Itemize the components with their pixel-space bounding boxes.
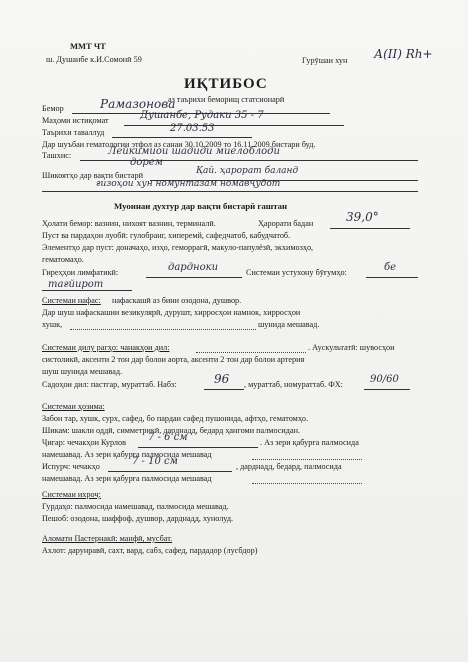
temperature-label: Ҳарорати бадан [258, 219, 314, 228]
patient-label: Бемор [42, 104, 64, 113]
lymph-label: Гиреҳҳои лимфатикӣ: [42, 268, 119, 277]
blood-group-label: Гурӯшаи хун [302, 56, 348, 65]
resp-text-2: Дар шуш нафаскашии везикулярӣ, дурушт, хирросҳои намнок, хирросҳои [42, 308, 301, 317]
cardio-text-2: систоликӣ, аксенти 2 тон дар болои аорта, аксенти 2 тон дар болои артерия [42, 355, 305, 364]
org-address: ш. Душанбе к.И.Сомонӣ 59 [46, 55, 142, 64]
patient-name: Рамазонова [100, 97, 176, 111]
document-subtitle: аз таърихи беморищ статсионарӣ [168, 95, 285, 104]
liver-tail: . Аз зери қабурға палмосида [260, 438, 359, 447]
stay-dates: Дар шуъбаи гематологии этфол аз санаи 30.10.2009 то 16.11.2009 бистари буд. [42, 140, 316, 149]
pulse-label: Садоҳои дил: пастгар, мураттаб. Набз: [42, 380, 177, 389]
pasternatsky-sign: Аломати Пастернакӣ: манфӣ, мусбат. [42, 534, 173, 543]
blood-group-value: А(II) Rh+ [374, 47, 433, 61]
lymph-value: дардноки [168, 262, 219, 273]
diagnosis-value: Лейкимиои шадиди миелоблоди [108, 146, 280, 157]
digest-text-3: намешавад. Аз зери қабурға палмосида мешавад [42, 450, 212, 459]
joints-continued: тағйирот [48, 279, 104, 290]
digest-title: Системаи ҳозима: [42, 402, 105, 411]
section-title: Муоинаи духтур дар вақти бистарӣ гаштан [114, 201, 288, 211]
skin-text: Пуст ва пардаҳои луобӣ: гулобранг, хиперемй, сафедчатоб, кабудчатоб. [42, 231, 291, 240]
temperature-underline [330, 228, 410, 229]
spleen-value: 7 - 10 см [132, 456, 178, 467]
joints-label: Системаи устухону бӯғумҳо: [246, 268, 347, 277]
skin-elements: Элементҳо дар пуст: доначаҳо, изҳо, геморрагӣ, макуло-папулёзӣ, экхимозҳо, [42, 243, 314, 252]
joints-underline [366, 277, 418, 278]
liver-underline [138, 447, 258, 448]
urine-text-1: Гурдаҳо: палмосида намешавад, палмосида мешавад. [42, 502, 229, 511]
resp-blank [70, 329, 256, 330]
address-value: Душанбе, Рудаки 35 - 7 [140, 110, 264, 121]
diagnosis-label: Ташхис: [42, 151, 72, 160]
joints-underline-2 [42, 290, 132, 291]
dob-label: Таърихи таваллуд [42, 128, 105, 137]
pulse-mid: , мураттаб, номураттаб. ФХ: [244, 380, 343, 389]
liver-label: Ҷигар: чечакҳои Курлов [42, 438, 126, 447]
spleen-tail: , дарднадд, бедард, палмосида [236, 462, 342, 471]
cardio-text-3: шуш шунида мешавад. [42, 367, 123, 376]
bp-underline [364, 389, 410, 390]
urine-title: Системаи ихроҷ: [42, 490, 101, 499]
pulse-value: 96 [214, 372, 230, 386]
digest-text-1: Забон тар, хушк, сурх, сафед, бо пардаи сафед пушонида, афтҳо, гематомҳо. [42, 414, 309, 423]
lymph-underline [146, 277, 242, 278]
liver-blank [252, 459, 362, 460]
complaints-label: Шикоятҳо дар вақти бистарӣ [42, 171, 144, 180]
temperature-value: 39,0° [346, 210, 379, 224]
cardio-blank [196, 352, 306, 353]
stool-text: Ахлот: дарунравӣ, сахт, вард, сабз, сафед, пардадор (лусбдор) [42, 546, 258, 555]
hematomas: гематомаҳо. [42, 255, 84, 264]
bp-value: 90/60 [370, 374, 399, 385]
diagnosis-continued: дорем [130, 157, 163, 168]
resp-title: Системаи нафас: [42, 296, 101, 305]
dob-value: 27.03.53 [170, 123, 215, 134]
cardio-auscult: . Аускультатӣ: шувосҳои [308, 343, 395, 352]
liver-value: 7 - 6 см [148, 432, 188, 443]
resp-text-1: нафаскашӣ аз бини озодона, душвор. [112, 296, 242, 305]
spleen-label: Испурч: чечакҳо [42, 462, 100, 471]
org-name: ММТ ЧТ [70, 41, 106, 51]
complaints-continued: ғизоҳои хун номунтазам номавҷудот [96, 179, 281, 189]
spleen-blank [252, 483, 362, 484]
address-underline [124, 125, 344, 126]
cardio-title: Системаи дилу рагҳо: чанакҳои дил: [42, 343, 170, 352]
resp-text-3: хушк, [42, 320, 63, 329]
complaints-value: Қай. ҳарорат баланд [196, 166, 299, 176]
digest-text-2: Шикам: шакли оддӣ, симметрикӣ, дарднадд, бедард ҳангоми палмосидан. [42, 426, 301, 435]
complaints-underline-2 [42, 191, 418, 192]
pulse-underline [204, 389, 244, 390]
document-title: ИҚТИБОС [184, 76, 268, 92]
dob-underline [112, 137, 252, 138]
joints-value: бе [384, 262, 397, 273]
patient-state: Ҳолати бемор: вазнин, нихоят вазнин, терминалӣ. [42, 219, 216, 228]
digest-text-4: намешавад. Аз зери қабурға палмосида мешавад [42, 474, 212, 483]
urine-text-2: Пешоб: озодона, шаффоф, душвор, дарднадд, хунолуд. [42, 514, 234, 523]
address-label: Маҳоми истиқомат [42, 116, 109, 125]
spleen-underline [108, 471, 232, 472]
resp-text-4: шунида мешавад. [258, 320, 320, 329]
